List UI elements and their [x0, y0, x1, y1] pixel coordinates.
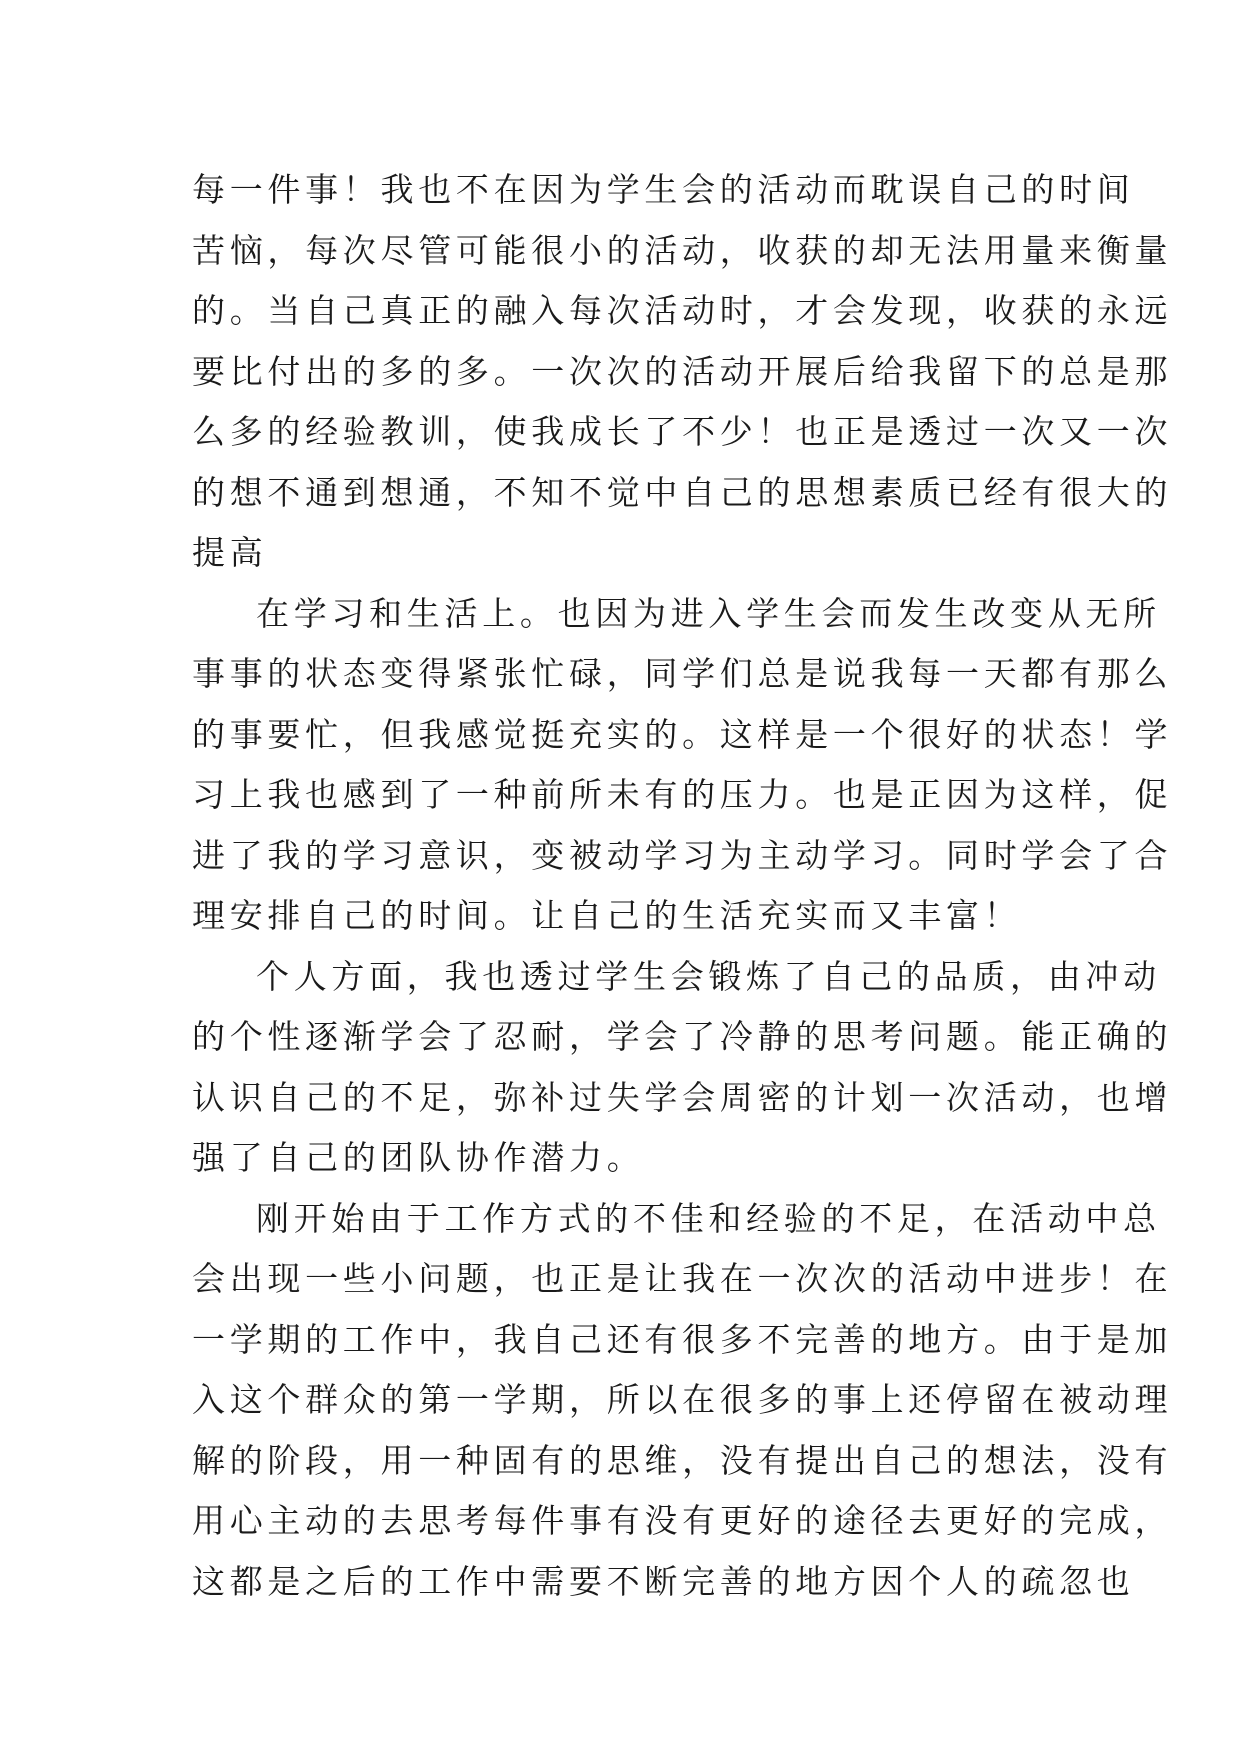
text-line: 习上我也感到了一种前所未有的压力。也是正因为这样，促	[192, 775, 1173, 814]
text-line: 理安排自己的时间。让自己的生活充实而又丰富！	[192, 896, 1022, 935]
text-line: 的事要忙，但我感觉挺充实的。这样是一个很好的状态！学	[192, 714, 1173, 754]
text-line: 提高	[192, 533, 268, 572]
text-line: 一学期的工作中，我自己还有很多不完善的地方。由于是加	[192, 1319, 1173, 1359]
text-line: 进了我的学习意识，变被动学习为主动学习。同时学会了合	[192, 835, 1173, 875]
text-line: 认识自己的不足，弥补过失学会周密的计划一次活动，也增	[192, 1077, 1173, 1117]
text-line: 的。当自己真正的融入每次活动时，才会发现，收获的永远	[192, 291, 1173, 330]
text-line: 在学习和生活上。也因为进入学生会而发生改变从无所	[256, 593, 1161, 633]
text-line: 入这个群众的第一学期，所以在很多的事上还停留在被动理	[192, 1380, 1173, 1419]
text-line: 要比付出的多的多。一次次的活动开展后给我留下的总是那	[192, 351, 1173, 391]
text-line: 每一件事！我也不在因为学生会的活动而耽误自己的时间	[192, 170, 1135, 209]
text-line: 事事的状态变得紧张忙碌，同学们总是说我每一天都有那么	[192, 654, 1173, 693]
document-body	[192, 160, 1173, 1612]
text-line: 强了自己的团队协作潜力。	[192, 1138, 645, 1177]
text-line: 会出现一些小问题，也正是让我在一次次的活动中进步！在	[192, 1259, 1173, 1298]
text-line: 用心主动的去思考每件事有没有更好的途径去更好的完成，	[192, 1501, 1173, 1540]
text-line: 个人方面，我也透过学生会锻炼了自己的品质，由冲动	[256, 956, 1161, 996]
text-line: 这都是之后的工作中需要不断完善的地方因个人的疏忽也	[192, 1561, 1135, 1601]
text-line: 刚开始由于工作方式的不佳和经验的不足，在活动中总	[256, 1198, 1161, 1238]
text-line: 么多的经验教训，使我成长了不少！也正是透过一次又一次	[192, 412, 1173, 451]
text-line: 的个性逐渐学会了忍耐，学会了冷静的思考问题。能正确的	[192, 1017, 1173, 1056]
text-line: 的想不通到想通，不知不觉中自己的思想素质已经有很大的	[192, 472, 1173, 512]
text-line: 苦恼，每次尽管可能很小的活动，收获的却无法用量来衡量	[192, 230, 1173, 270]
text-line: 解的阶段，用一种固有的思维，没有提出自己的想法，没有	[192, 1440, 1173, 1480]
